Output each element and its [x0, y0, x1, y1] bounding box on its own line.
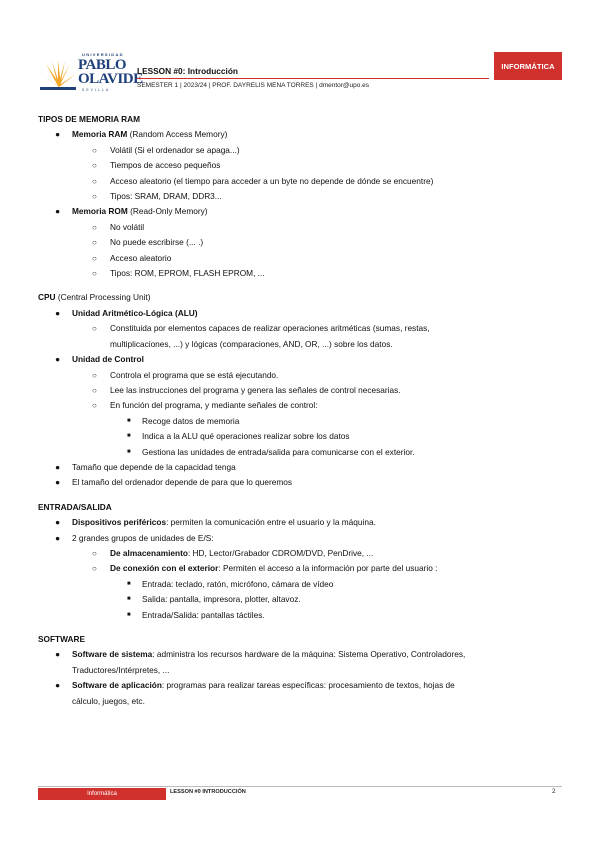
- square-bullet-icon: ■: [127, 433, 131, 440]
- list-item: ■ Salida: pantalla, impresora, plotter, altavoz.: [38, 592, 558, 607]
- list-item: ○ Tipos: SRAM, DRAM, DDR3...: [38, 189, 558, 204]
- list-item: ■ Gestiona las unidades de entrada/salida para comunicarse con el exterior.: [38, 445, 558, 460]
- subject-badge: INFORMÁTICA: [494, 52, 562, 80]
- lesson-title: LESSON #0: Introducción: [137, 66, 238, 76]
- sun-logo-icon: [38, 56, 78, 92]
- circle-bullet-icon: ○: [92, 401, 97, 411]
- circle-bullet-icon: ○: [92, 370, 97, 380]
- section-title-cpu: CPU (Central Processing Unit): [38, 292, 151, 303]
- square-bullet-icon: ■: [127, 580, 131, 587]
- circle-bullet-icon: ○: [92, 564, 97, 574]
- circle-bullet-icon: ○: [92, 192, 97, 202]
- section-title-ram: TIPOS DE MEMORIA RAM: [38, 114, 141, 124]
- circle-bullet-icon: ○: [92, 145, 97, 155]
- bullet-icon: ●: [55, 206, 61, 217]
- bullet-icon: ●: [55, 649, 61, 660]
- list-item: ○ Volátil (Si el ordenador se apaga...): [38, 143, 558, 158]
- bullet-icon: ●: [55, 680, 61, 691]
- list-item: ○ De almacenamiento: HD, Lector/Grabador CDROM/DVD, PenDrive, ...: [38, 546, 558, 561]
- header-divider: [137, 78, 489, 79]
- list-item: ● Memoria RAM (Random Access Memory): [38, 127, 558, 142]
- bullet-icon: ●: [55, 307, 61, 318]
- circle-bullet-icon: ○: [92, 269, 97, 279]
- list-item: ■ Entrada: teclado, ratón, micrófono, cámara de vídeo: [38, 577, 558, 592]
- document-body: [38, 112, 558, 709]
- logo-top-text: UNIVERSIDAD: [82, 52, 124, 57]
- list-item: ■ Indica a la ALU qué operaciones realizar sobre los datos: [38, 429, 558, 444]
- list-item: ● El tamaño del ordenador depende de para que lo queremos: [38, 475, 558, 490]
- list-item: ○ En función del programa, y mediante señales de control:: [38, 398, 558, 413]
- square-bullet-icon: ■: [127, 596, 131, 603]
- logo-line2: OLAVIDE: [78, 71, 143, 87]
- circle-bullet-icon: ○: [92, 385, 97, 395]
- bullet-icon: ●: [55, 129, 61, 140]
- list-item: ○ Acceso aleatorio (el tiempo para acceder a un byte no depende de dónde se encuentre): [38, 174, 558, 189]
- list-item-continuation: cálculo, juegos, etc.: [72, 695, 145, 706]
- list-item: ○ Constituida por elementos capaces de realizar operaciones aritméticas (sumas, restas,: [38, 321, 558, 336]
- university-logo: [38, 52, 143, 96]
- bullet-icon: ●: [55, 461, 61, 472]
- logo-bottom-text: SEVILLA: [82, 88, 111, 92]
- list-item: ● Software de sistema: administra los recursos hardware de la máquina: Sistema Operativo, Controladores,: [38, 647, 558, 662]
- list-item: ● 2 grandes grupos de unidades de E/S:: [38, 531, 558, 546]
- circle-bullet-icon: ○: [92, 161, 97, 171]
- list-item: ○ De conexión con el exterior: Permiten el acceso a la información por parte del usuario :: [38, 561, 558, 576]
- list-item: ● Tamaño que depende de la capacidad tenga: [38, 460, 558, 475]
- list-item: ○ Controla el programa que se está ejecutando.: [38, 368, 558, 383]
- circle-bullet-icon: ○: [92, 238, 97, 248]
- list-item: ○ Tiempos de acceso pequeños: [38, 158, 558, 173]
- circle-bullet-icon: ○: [92, 222, 97, 232]
- list-item: ● Unidad de Control: [38, 352, 558, 367]
- footer-divider: [38, 786, 562, 787]
- list-item: ○ No volátil: [38, 220, 558, 235]
- footer-lesson: LESSON #0 INTRODUCCIÓN: [170, 789, 246, 795]
- logo-line1: PABLO: [78, 57, 127, 73]
- square-bullet-icon: ■: [127, 417, 131, 424]
- square-bullet-icon: ■: [127, 448, 131, 455]
- list-item-continuation: Traductores/Intérpretes, ...: [72, 664, 170, 675]
- list-item-continuation: multiplicaciones, ...) y lógicas (comparaciones, AND, OR, ...) sobre los datos.: [110, 338, 393, 349]
- circle-bullet-icon: ○: [92, 548, 97, 558]
- bullet-icon: ●: [55, 532, 61, 543]
- footer-subject: Informática: [38, 788, 166, 800]
- circle-bullet-icon: ○: [92, 253, 97, 263]
- list-item: ● Dispositivos periféricos: permiten la comunicación entre el usuario y la máquina.: [38, 515, 558, 530]
- bullet-icon: ●: [55, 477, 61, 488]
- list-item: ● Unidad Aritmético-Lógica (ALU): [38, 306, 558, 321]
- section-title-io: ENTRADA/SALIDA: [38, 501, 112, 512]
- square-bullet-icon: ■: [127, 611, 131, 618]
- section-title-software: SOFTWARE: [38, 634, 86, 644]
- circle-bullet-icon: ○: [92, 176, 97, 186]
- list-item: ● Software de aplicación: programas para realizar tareas específicas: procesamiento de textos, hojas de: [38, 678, 558, 693]
- page-number: 2: [552, 788, 556, 795]
- list-item: ○ Tipos: ROM, EPROM, FLASH EPROM, ...: [38, 266, 558, 281]
- list-item: ■ Entrada/Salida: pantallas táctiles.: [38, 608, 558, 623]
- list-item: ○ No puede escribirse (... .): [38, 235, 558, 250]
- lesson-subtitle: SEMESTER 1 | 2023/24 | PROF. DAYRELIS MENA TORRES | dmentor@upo.es: [137, 82, 370, 89]
- circle-bullet-icon: ○: [92, 324, 97, 334]
- bullet-icon: ●: [55, 354, 61, 365]
- bullet-icon: ●: [55, 517, 61, 528]
- list-item: ● Memoria ROM (Read-Only Memory): [38, 204, 558, 219]
- list-item: ○ Lee las instrucciones del programa y genera las señales de control necesarias.: [38, 383, 558, 398]
- list-item: ■ Recoge datos de memoria: [38, 414, 558, 429]
- list-item: ○ Acceso aleatorio: [38, 251, 558, 266]
